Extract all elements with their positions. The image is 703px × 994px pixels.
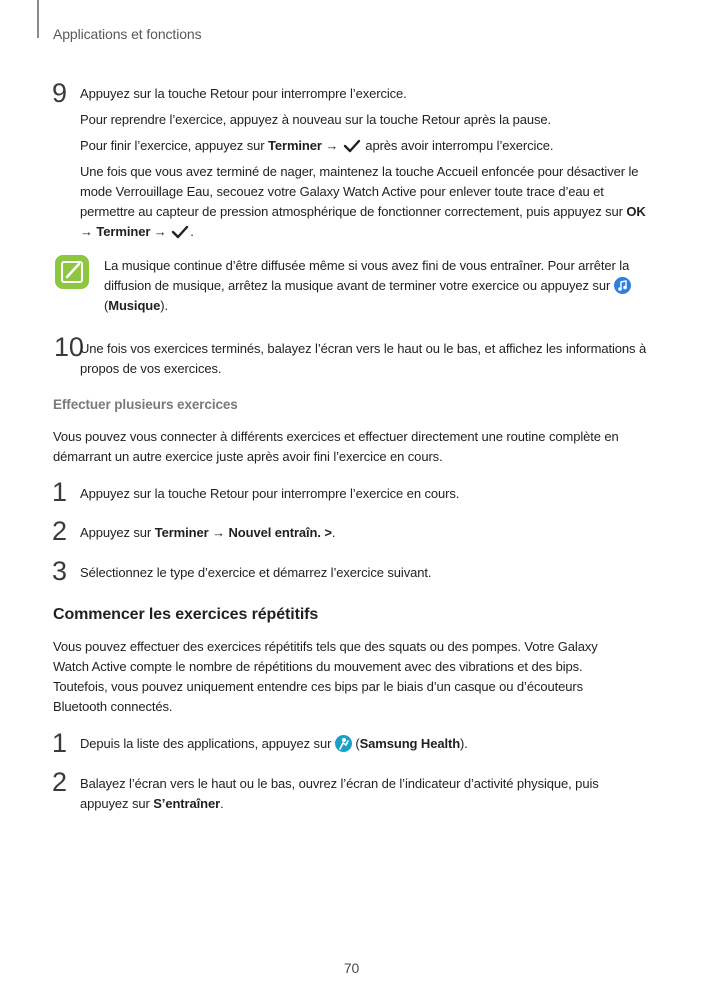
header-title: Applications et fonctions bbox=[53, 26, 202, 42]
step-number: 1 bbox=[52, 728, 67, 758]
samsung-health-icon bbox=[335, 735, 352, 752]
checkmark-icon bbox=[171, 225, 189, 239]
step-9-text: Appuyez sur la touche Retour pour interrompre l’exercice. bbox=[80, 86, 407, 101]
step-9-resume-text: Pour reprendre l’exercice, appuyez à nouveau sur la touche Retour après la pause. bbox=[80, 112, 552, 127]
repetitive-step-2-text: Balayez l’écran vers le haut ou le bas, ouvrez l’écran de l’indicateur d’activité physique, puis appuyez sur S’entraîner. bbox=[80, 776, 599, 811]
multi-step-2-text: Appuyez sur Terminer → Nouvel entraîn. >. bbox=[80, 525, 336, 540]
section-title: Commencer les exercices répétitifs bbox=[53, 606, 319, 623]
step-number: 9 bbox=[52, 78, 67, 108]
step-9-finish-text: Pour finir l’exercice, appuyez sur Terminer → après avoir interrompu l’exercice. bbox=[80, 138, 554, 153]
step-number: 2 bbox=[52, 767, 67, 797]
step-number: 2 bbox=[52, 516, 67, 546]
repetitive-step-1-text: Depuis la liste des applications, appuyez sur (Samsung Health). bbox=[80, 736, 468, 751]
step-9-swim-text: Une fois que vous avez terminé de nager, maintenez la touche Accueil enfoncée pour désactiver le mode Verrouillage Eau, secouez votre Galaxy Watch Active pour enlever toute trace d’eau et permettre au capteur de pression atmosphérique de fonctionner correctement, puis appuyez sur OK → Terminer → . bbox=[80, 164, 646, 239]
step-number: 1 bbox=[52, 477, 67, 507]
step-10-text: Une fois vos exercices terminés, balayez l’écran vers le haut ou le bas, et affichez les informations à propos de vos exercices. bbox=[80, 341, 647, 376]
subsection-heading: Effectuer plusieurs exercices bbox=[53, 397, 238, 412]
note-text: La musique continue d’être diffusée même si vous avez fini de vous entraîner. Pour arrêter la diffusion de musique, arrêtez la musique avant de terminer votre exercice ou appuyez sur (Musique). bbox=[104, 258, 630, 313]
multi-intro: Vous pouvez vous connecter à différents exercices et effectuer directement une routine complète en démarrant un autre exercice juste après avoir fini l’exercice en cours. bbox=[53, 429, 619, 464]
page-number: 70 bbox=[343, 960, 360, 976]
multi-step-3-text: Sélectionnez le type d’exercice et démarrez l’exercice suivant. bbox=[80, 565, 432, 580]
step-number: 10 bbox=[54, 332, 84, 362]
repetitive-intro: Vous pouvez effectuer des exercices répétitifs tels que des squats ou des pompes. Votre Galaxy Watch Active compte le nombre de répétitions du mouvement avec des vibrations et des bips. Toutefois, vous pouvez uniquement entendre ces bips par le biais d’un casque ou d’écouteurs Bluetooth connectés. bbox=[53, 639, 598, 714]
note-icon bbox=[55, 255, 89, 289]
music-app-icon bbox=[614, 277, 631, 294]
header-rule bbox=[37, 0, 39, 38]
checkmark-icon bbox=[343, 139, 361, 153]
step-number: 3 bbox=[52, 556, 67, 586]
multi-step-1-text: Appuyez sur la touche Retour pour interrompre l’exercice en cours. bbox=[80, 486, 460, 501]
